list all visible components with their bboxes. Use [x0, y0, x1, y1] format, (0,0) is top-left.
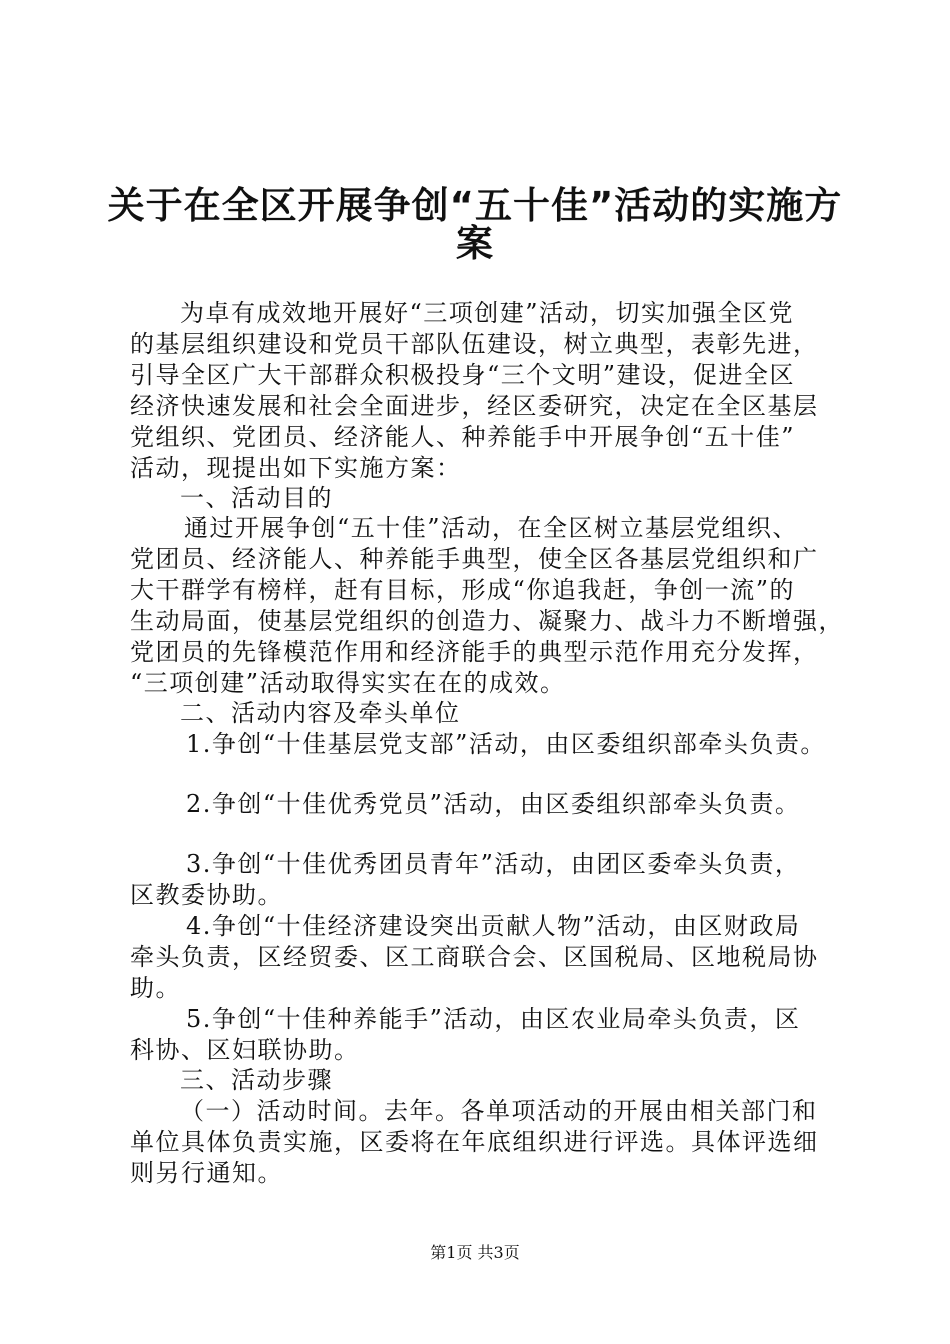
text-line: 科协、区妇联协助。 — [130, 1036, 360, 1064]
text-line: 单位具体负责实施，区委将在年底组织进行评选。具体评选细 — [130, 1128, 819, 1156]
text-line: 的基层组织建设和党员干部队伍建设，树立典型，表彰先进， — [130, 330, 819, 358]
text-line: 引导全区广大干部群众积极投身“三个文明”建设，促进全区 — [130, 361, 796, 389]
text-line: 为卓有成效地开展好“三项创建”活动，切实加强全区党 — [180, 299, 795, 327]
text-line: 活动，现提出如下实施方案： — [130, 454, 462, 482]
page-number-footer: 第1页 共3页 — [430, 1243, 520, 1262]
text-line: （一）活动时间。去年。各单项活动的开展由相关部门和 — [180, 1097, 818, 1125]
text-line: 党团员的先锋模范作用和经济能手的典型示范作用充分发挥， — [130, 638, 819, 666]
section-heading-3: 三、活动步骤 — [180, 1066, 333, 1094]
text-line: 通过开展争创“五十佳”活动，在全区树立基层党组织、 — [184, 514, 799, 542]
text-line: 区教委协助。 — [130, 881, 283, 909]
text-line: 党组织、党团员、经济能人、种养能手中开展争创“五十佳” — [130, 423, 796, 451]
document-title-line-2: 案 — [456, 222, 494, 265]
section-heading-1: 一、活动目的 — [180, 484, 333, 512]
list-item-2: 2.争创“十佳优秀党员”活动，由区委组织部牵头负责。 — [186, 790, 801, 818]
text-line: 则另行通知。 — [130, 1159, 283, 1187]
text-line: 助。 — [130, 974, 181, 1002]
document-title-line-1: 关于在全区开展争创“五十佳”活动的实施方 — [107, 184, 843, 227]
text-line: 牵头负责，区经贸委、区工商联合会、区国税局、区地税局协 — [130, 943, 819, 971]
text-line: 4.争创“十佳经济建设突出贡献人物”活动，由区财政局 — [186, 912, 801, 940]
text-line: 经济快速发展和社会全面进步，经区委研究，决定在全区基层 — [130, 392, 819, 420]
text-line: 生动局面，使基层党组织的创造力、凝聚力、战斗力不断增强， — [130, 607, 844, 635]
text-line: “三项创建”活动取得实实在在的成效。 — [130, 669, 566, 697]
section-heading-2: 二、活动内容及牵头单位 — [180, 699, 461, 727]
text-line: 5.争创“十佳种养能手”活动，由区农业局牵头负责，区 — [186, 1005, 801, 1033]
list-item-1: 1.争创“十佳基层党支部”活动，由区委组织部牵头负责。 — [186, 730, 826, 758]
text-line: 大干群学有榜样，赶有目标，形成“你追我赶，争创一流”的 — [130, 576, 796, 604]
text-line: 3.争创“十佳优秀团员青年”活动，由团区委牵头负责， — [186, 850, 801, 878]
text-line: 党团员、经济能人、种养能手典型，使全区各基层党组织和广 — [130, 545, 819, 573]
